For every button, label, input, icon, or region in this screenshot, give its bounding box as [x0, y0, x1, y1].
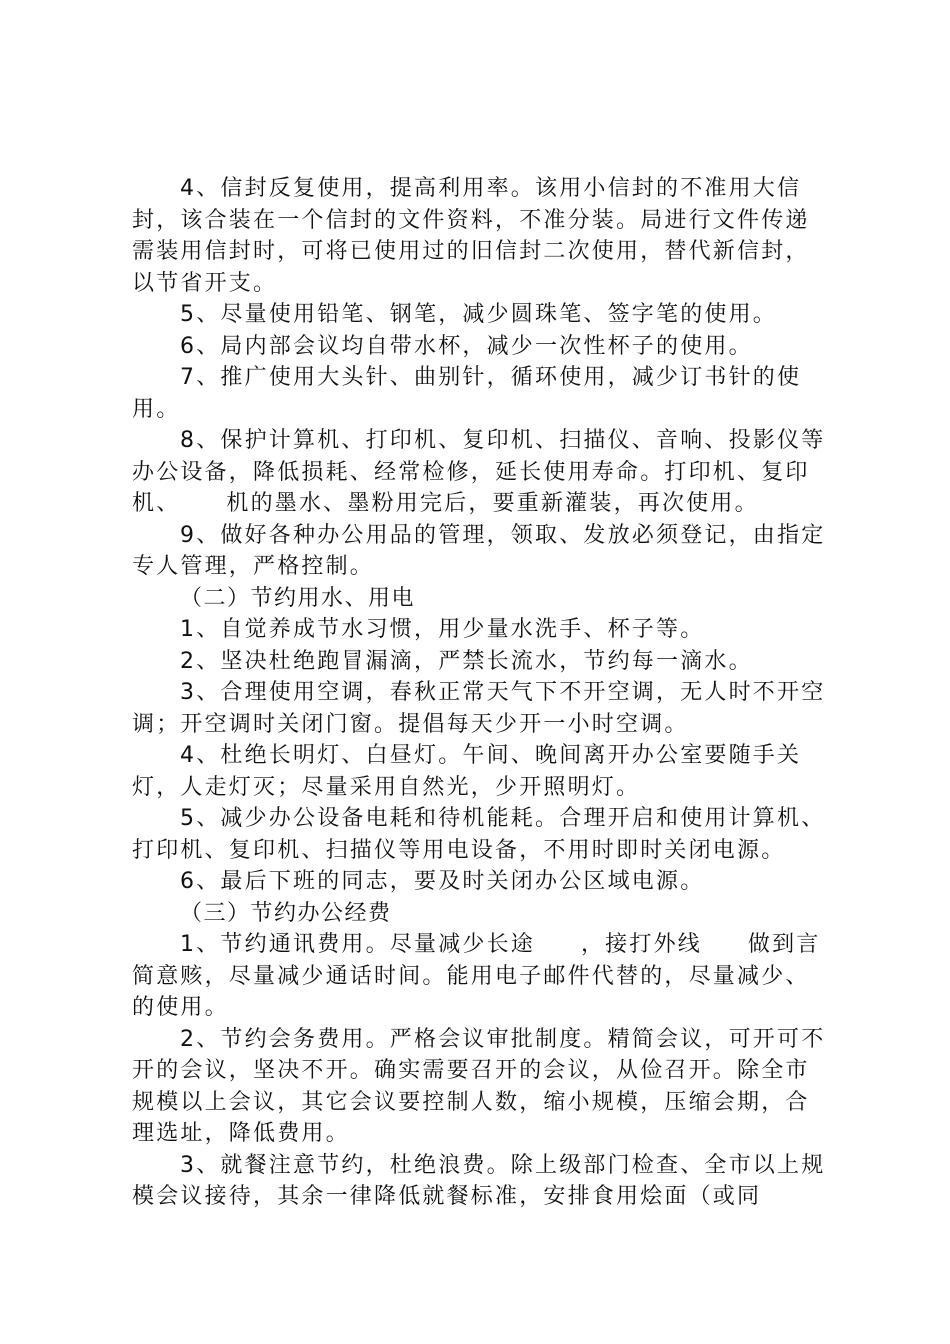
paragraph-own-cup: 6、局内部会议均自带水杯，减少一次性杯子的使用。 [180, 333, 753, 359]
paragraph-last-leaving: 6、最后下班的同志，要及时关闭办公区域电源。 [180, 869, 705, 894]
paragraph-air-conditioning: 3、合理使用空调，春秋正常天气下不开空调，无人时不开空调；开空调时关闭门窗。提倡每天少开一小时空调。 [132, 680, 826, 737]
paragraph-pins-clips: 7、推广使用大头针、曲别针，循环使用，减少订书针的使用。 [132, 365, 802, 422]
paragraph-envelope-reuse: 4、信封反复使用，提高利用率。该用小信封的不准用大信封，该合装在一个信封的文件资料，不准分装。局进行文件传递需装用信封时，可将已使用过的旧信封二次使用，替代新信封，以节省开支。 [132, 176, 810, 296]
section-heading-water-electricity: （二）节约用水、用电 [180, 585, 416, 611]
paragraph-pencil-use: 5、尽量使用铅笔、钢笔，减少圆珠笔、签字笔的使用。 [180, 302, 777, 327]
paragraph-office-equipment: 8、保护计算机、打印机、复印机、扫描仪、音响、投影仪等办公设备，降低损耗、经常检修，延长使用寿命。打印机、复印机、 机的墨水、墨粉用完后，要重新灌装，再次使用。 [132, 428, 826, 516]
paragraph-water-habit: 1、自觉养成节水习惯，用少量水洗手、杯子等。 [180, 617, 705, 642]
section-heading-office-expenses: （三）节约办公经费 [180, 900, 392, 926]
paragraph-communication-costs: 1、节约通讯费用。尽量减少长途 ，接打外线 做到言简意赅，尽量减少通话时间。能用电子邮件代替的，尽量减少、 的使用。 [132, 932, 856, 1020]
paragraph-standby-power: 5、减少办公设备电耗和待机能耗。合理开启和使用计算机、打印机、复印机、扫描仪等用电设备，不用时即时关闭电源。 [132, 806, 826, 863]
paragraph-no-leaks: 2、坚决杜绝跑冒漏滴，严禁长流水，节约每一滴水。 [180, 648, 753, 674]
document-body [132, 173, 856, 1213]
paragraph-meeting-costs: 2、节约会务费用。严格会议审批制度。精简会议，可开可不开的会议，坚决不开。确实需要召开的会议，从俭召开。除全市规模以上会议，其它会议要控制人数，缩小规模，压缩会期，合理选址，降低费用。 [132, 1026, 826, 1146]
paragraph-dining: 3、就餐注意节约，杜绝浪费。除上级部门检查、全市以上规模会议接待，其余一律降低就餐标准，安排食用烩面（或同 [132, 1152, 826, 1209]
paragraph-lights: 4、杜绝长明灯、白昼灯。午间、晚间离开办公室要随手关灯，人走灯灭；尽量采用自然光，少开照明灯。 [132, 743, 802, 800]
paragraph-supplies-management: 9、做好各种办公用品的管理，领取、发放必须登记，由指定专人管理，严格控制。 [132, 522, 826, 579]
